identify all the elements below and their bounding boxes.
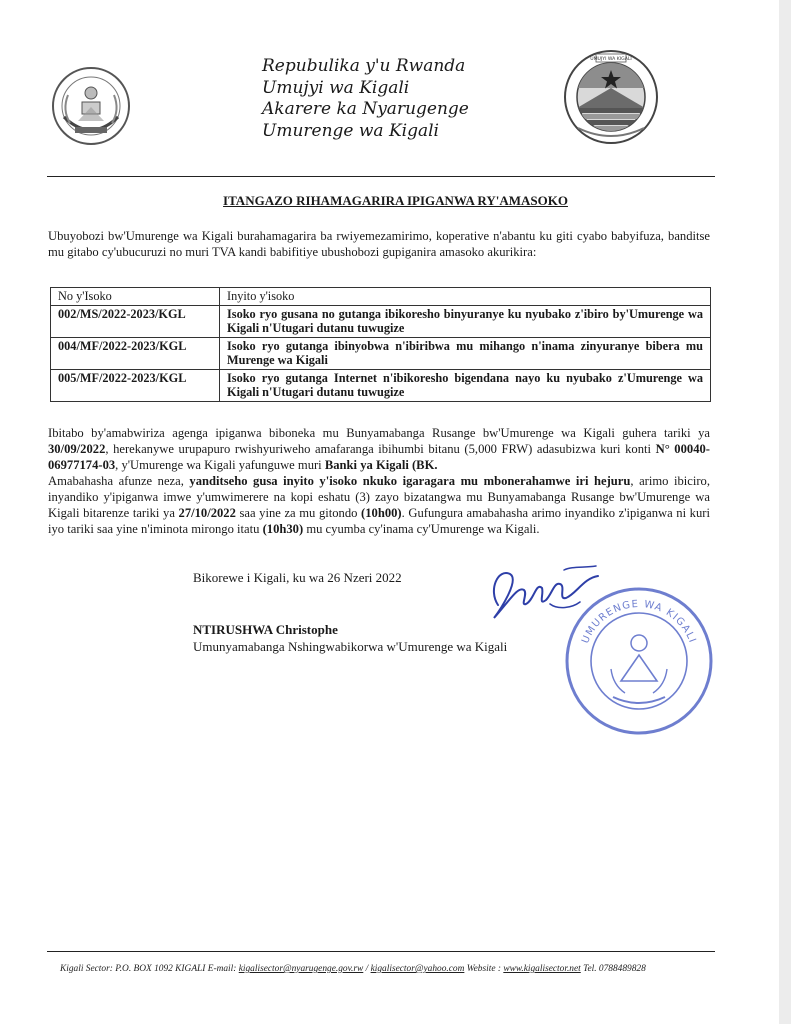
header-line-sector: Umurenge wa Kigali (262, 120, 439, 141)
footer-email-link[interactable]: kigalisector@yahoo.com (370, 964, 465, 974)
footer-telephone: Tel. 0788489828 (580, 964, 646, 974)
official-stamp (563, 585, 715, 737)
signatory-block (193, 621, 507, 655)
tender-description: Isoko ryo gutanga ibinyobwa n'ibiribwa mu mihango n'inama zinyuranye bibera mu Murenge wa Kigali (220, 337, 711, 369)
header-block (262, 56, 469, 142)
table-row (51, 305, 711, 337)
document-title: ITANGAZO RIHAMAGARIRA IPIGANWA RY'AMASOKO (223, 193, 568, 208)
footer-address: Kigali Sector: P.O. BOX 1092 KIGALI E-mail: (60, 964, 239, 974)
submission-paragraph (48, 473, 710, 537)
text-span: . Gufungura amabahasha arimo inyandiko z'ipiganwa ni kuri iyo tariki saa yine n'iminota mirongo itatu (48, 506, 710, 536)
text-span: , arimo ibiciro, inyandiko y'ipiganwa imwe y'umwimerere na kopi eshatu (3) zayo bizatangwa mu Bunyamabanga Rusange bw'Umurenge wa Kigali bitarenze tariki ya (48, 474, 711, 520)
text-span: , herekanywe urupapuro rwishyuriweho amafaranga ibihumbi bitanu (5,000 FRW) adasubizwa kuri konti (105, 442, 656, 456)
bank-account-number: N° 00040-06977174-03 (48, 442, 710, 472)
table-header-title: Inyito y'isoko (220, 288, 711, 306)
text-span: Amabahasha afunze neza, (48, 474, 190, 488)
footer-contact (60, 964, 646, 974)
page-edge (779, 0, 791, 1024)
table-header-number: No y'Isoko (51, 288, 220, 306)
tender-number: 005/MF/2022-2023/KGL (51, 369, 220, 401)
text-span: saa yine za mu gitondo (235, 506, 362, 520)
rwanda-coat-of-arms-logo (50, 65, 132, 147)
footer-separator: / (363, 964, 371, 974)
opening-time: (10h30) (262, 522, 304, 536)
submission-deadline-date: 27/10/2022 (178, 506, 236, 520)
footer-divider (47, 951, 715, 952)
table-row (51, 337, 711, 369)
place-and-date: Bikorewe i Kigali, ku wa 26 Nzeri 2022 (193, 570, 402, 585)
footer-website-label: Website : (464, 964, 504, 974)
text-span: , y'Umurenge wa Kigali yafunguwe muri (115, 458, 325, 472)
availability-date: 30/09/2022 (48, 442, 106, 456)
bidding-documents-paragraph (48, 425, 710, 473)
header-line-district: Akarere ka Nyarugenge (262, 99, 469, 119)
bank-name: Banki ya Kigali (BK. (324, 458, 438, 472)
tender-number: 002/MS/2022-2023/KGL (51, 305, 220, 337)
footer-website-link[interactable]: www.kigalisector.net (503, 964, 581, 974)
kigali-city-logo (562, 48, 660, 146)
header-line-city: Umujyi wa Kigali (262, 77, 410, 98)
kigali-logo-text: UMUJYI WA KIGALI (590, 57, 632, 62)
tender-number: 004/MF/2022-2023/KGL (51, 337, 220, 369)
text-span: Ibitabo by'amabwiriza agenga ipiganwa biboneka mu Bunyamabanga Rusange bw'Umurenge wa Kigali guhera tariki ya (48, 426, 710, 440)
table-header-row (51, 288, 711, 306)
tender-description: Isoko ryo gutanga Internet n'ibikoresho bigendana nayo ku nyubako z'Umurenge wa Kigali n'Utugari dutanu tuwugize (220, 369, 711, 401)
footer-email-link[interactable]: kigalisector@nyarugenge.gov.rw (238, 964, 364, 974)
table-row (51, 369, 711, 401)
tenders-table (50, 287, 711, 402)
header-line-republic: Repubulika y'u Rwanda (262, 56, 466, 76)
stamp-text: UMURENGE WA KIGALI (580, 598, 698, 646)
signatory-role: Umunyamabanga Nshingwabikorwa w'Umurenge wa Kigali (193, 639, 508, 654)
submission-deadline-time: (10h00) (361, 506, 402, 520)
tender-description: Isoko ryo gusana no gutanga ibikoresho binyuranye ku nyubako z'ibiro by'Umurenge wa Kigali n'Utugari dutanu tuwugize (220, 305, 711, 337)
header-divider (47, 176, 715, 177)
envelope-marking-instruction: yanditseho gusa inyito y'isoko nkuko igaragara mu mbonerahamwe iri hejuru (189, 474, 631, 488)
intro-paragraph: Ubuyobozi bw'Umurenge wa Kigali burahamagarira ba rwiyemezamirimo, koperative n'abantu ku giti cyabo babyifuza, banditse mu gitabo cy'ubucuruzi no muri TVA kandi babifitiye ubushobozi gupiganira amasoko akurikira: (48, 229, 710, 259)
text-span: mu cyumba cy'inama cy'Umurenge wa Kigali. (303, 522, 540, 536)
signatory-name: NTIRUSHWA Christophe (193, 622, 338, 637)
